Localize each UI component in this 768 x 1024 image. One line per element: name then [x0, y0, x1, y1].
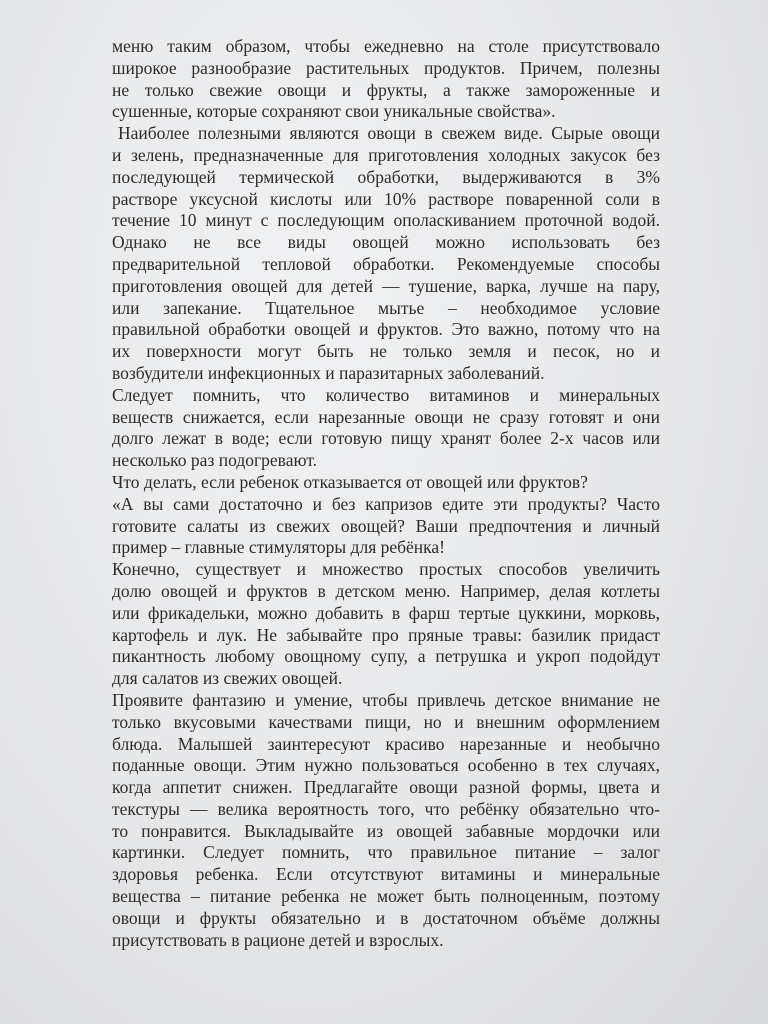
text-line: то понравится. Выкладывайте из овощей забавные мордочки или: [112, 820, 660, 841]
text-line: Проявите фантазию и умение, чтобы привлечь детское внимание не: [112, 689, 660, 710]
text-line: когда аппетит снижен. Предлагайте овощи разной формы, цвета и: [112, 777, 660, 798]
text-line: блюда. Малышей заинтересуют красиво нарезанные и необычно: [112, 733, 660, 754]
text-line: овощи и фрукты обязательно и в достаточном объёме должны: [112, 907, 660, 928]
text-line: последующей термической обработки, выдерживаются в 3%: [112, 166, 660, 187]
text-line: текстуры — велика вероятность того, что ребёнку обязательно что-: [112, 798, 660, 819]
text-line: меню таким образом, чтобы ежедневно на столе присутствовало: [112, 36, 660, 56]
text-line: Следует помнить, что количество витаминов и минеральных: [112, 384, 660, 405]
text-line: Однако не все виды овощей можно использовать без: [112, 232, 660, 253]
text-line: Наиболее полезными являются овощи в свежем виде. Сырые овощи: [118, 123, 660, 144]
text-line: пример – главные стимуляторы для ребёнка!: [112, 537, 446, 558]
text-line: картинки. Следует помнить, что правильное питание – залог: [112, 842, 660, 863]
text-line: и зелень, предназначенные для приготовления холодных закусок без: [112, 144, 660, 165]
text-line: не только свежие овощи и фрукты, а также замороженные и: [112, 79, 660, 100]
text-line: несколько раз подогревают.: [112, 450, 318, 471]
text-line: пикантность любому овощному супу, а петрушка и укроп подойдут: [112, 646, 660, 667]
text-line: течение 10 минут с последующим ополаскиванием проточной водой.: [112, 210, 660, 231]
text-line: для салатов из свежих овощей.: [112, 668, 343, 689]
text-line: возбудители инфекционных и паразитарных заболеваний.: [112, 362, 545, 383]
text-line: долго лежат в воде; если готовую пищу хранят более 2-х часов или: [112, 428, 660, 449]
text-line: широкое разнообразие растительных продуктов. Причем, полезны: [112, 57, 660, 78]
text-line: их поверхности могут быть не только земля и песок, но и: [112, 341, 660, 362]
text-line: присутствовать в рационе детей и взрослых.: [112, 929, 444, 950]
text-line: или фрикадельки, можно добавить в фарш тертые цуккини, морковь,: [112, 602, 660, 623]
text-line: Конечно, существует и множество простых способов увеличить: [112, 559, 660, 580]
text-line: здоровья ребенка. Если отсутствуют витамины и минеральные: [112, 864, 660, 885]
text-line: Что делать, если ребенок отказывается от овощей или фруктов?: [112, 471, 588, 492]
text-line: растворе уксусной кислоты или 10% растворе поваренной соли в: [112, 188, 660, 209]
text-line: сушенные, которые сохраняют свои уникальные свойства».: [112, 101, 556, 122]
text-line: поданные овощи. Этим нужно пользоваться особенно в тех случаях,: [112, 755, 660, 776]
text-line: или запекание. Тщательное мытье – необходимое условие: [112, 297, 660, 318]
text-line: долю овощей и фруктов в детском меню. Например, делая котлеты: [112, 580, 660, 601]
text-line: вещества – питание ребенка не может быть полноценным, поэтому: [112, 886, 660, 907]
text-line: приготовления овощей для детей — тушение, варка, лучше на пару,: [112, 275, 660, 296]
text-line: предварительной тепловой обработки. Рекомендуемые способы: [112, 253, 660, 274]
text-line: картофель и лук. Не забывайте про пряные травы: базилик придаст: [112, 624, 660, 645]
text-line: только вкусовыми качествами пищи, но и внешним оформлением: [112, 711, 660, 732]
text-line: веществ снижается, если нарезанные овощи не сразу готовят и они: [112, 406, 660, 427]
text-line: готовите салаты из свежих овощей? Ваши предпочтения и личный: [112, 515, 660, 536]
text-line: «А вы сами достаточно и без капризов едите эти продукты? Часто: [112, 493, 660, 514]
text-line: правильной обработки овощей и фруктов. Это важно, потому что на: [112, 319, 660, 340]
document-page: [112, 36, 660, 951]
